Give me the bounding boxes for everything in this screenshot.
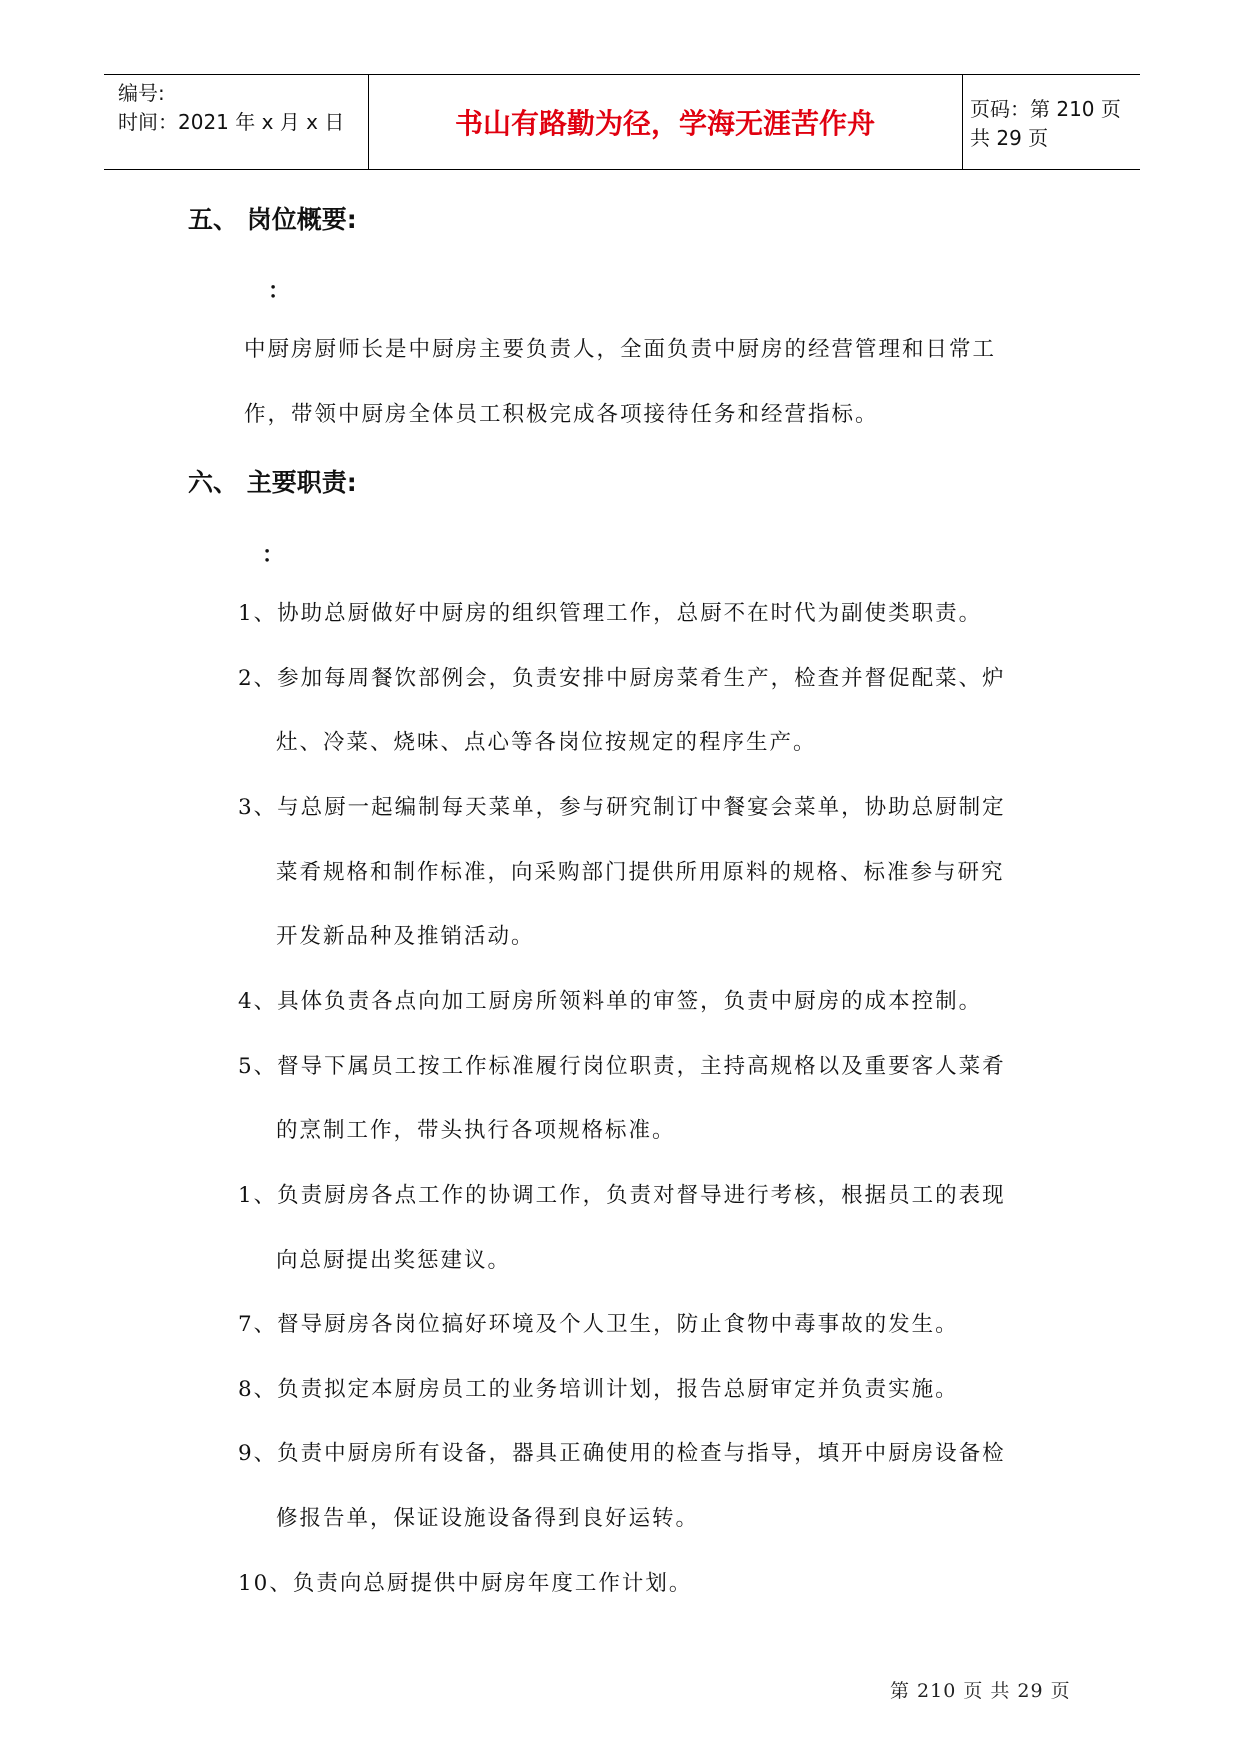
duty-line: 向总厨提出奖惩建议。 xyxy=(276,1248,512,1273)
duty-line: 8、负责拟定本厨房员工的业务培训计划，报告总厨审定并负责实施。 xyxy=(238,1377,959,1402)
duty-line: 3、与总厨一起编制每天菜单，参与研究制订中餐宴会菜单，协助总厨制定 xyxy=(238,795,1006,820)
section-title-job-summary: 五、 岗位概要: xyxy=(188,205,357,234)
duty-line: 1、负责厨房各点工作的协调工作，负责对督导进行考核，根据员工的表现 xyxy=(238,1183,1006,1208)
header-meta xyxy=(118,79,368,137)
document-header xyxy=(104,74,1140,170)
header-page-info: 页码：第 210 页 共 29 页 xyxy=(970,97,1121,150)
duty-line: 2、参加每周餐饮部例会，负责安排中厨房菜肴生产，检查并督促配菜、炉 xyxy=(238,666,1006,691)
duty-line: 5、督导下属员工按工作标准履行岗位职责，主持高规格以及重要客人菜肴 xyxy=(238,1054,1006,1079)
document-time-label: 时间：2021 年 x 月 x 日 xyxy=(118,110,345,134)
duty-line: 的烹制工作，带头执行各项规格标准。 xyxy=(276,1118,676,1143)
page-footer: 第 210 页 共 29 页 xyxy=(890,1680,1071,1702)
duty-line: 4、具体负责各点向加工厨房所领料单的审签，负责中厨房的成本控制。 xyxy=(238,989,983,1014)
duty-line: 菜肴规格和制作标准，向采购部门提供所用原料的规格、标准参与研究 xyxy=(276,860,1005,885)
duty-line: 开发新品种及推销活动。 xyxy=(276,924,535,949)
duty-line: 10、负责向总厨提供中厨房年度工作计划。 xyxy=(238,1571,693,1596)
duty-line: 7、督导厨房各岗位搞好环境及个人卫生，防止食物中毒事故的发生。 xyxy=(238,1312,959,1337)
header-motto: 书山有路勤为径，学海无涯苦作舟 xyxy=(454,107,875,140)
section-title-main-duties: 六、 主要职责: xyxy=(188,468,357,497)
section-colon: ： xyxy=(268,278,291,304)
duty-line: 修报告单，保证设施设备得到良好运转。 xyxy=(276,1506,700,1531)
document-number-label: 编号: xyxy=(118,81,165,105)
section-colon: ： xyxy=(262,542,285,568)
duty-line: 9、负责中厨房所有设备，器具正确使用的检查与指导，填开中厨房设备检 xyxy=(238,1441,1006,1466)
duty-line: 1、协助总厨做好中厨房的组织管理工作，总厨不在时代为副使类职责。 xyxy=(238,601,983,626)
summary-line: 中厨房厨师长是中厨房主要负责人，全面负责中厨房的经营管理和日常工 xyxy=(244,337,997,362)
summary-line: 作，带领中厨房全体员工积极完成各项接待任务和经营指标。 xyxy=(244,402,879,427)
duty-line: 灶、冷菜、烧味、点心等各岗位按规定的程序生产。 xyxy=(276,730,817,755)
header-divider xyxy=(962,75,963,169)
